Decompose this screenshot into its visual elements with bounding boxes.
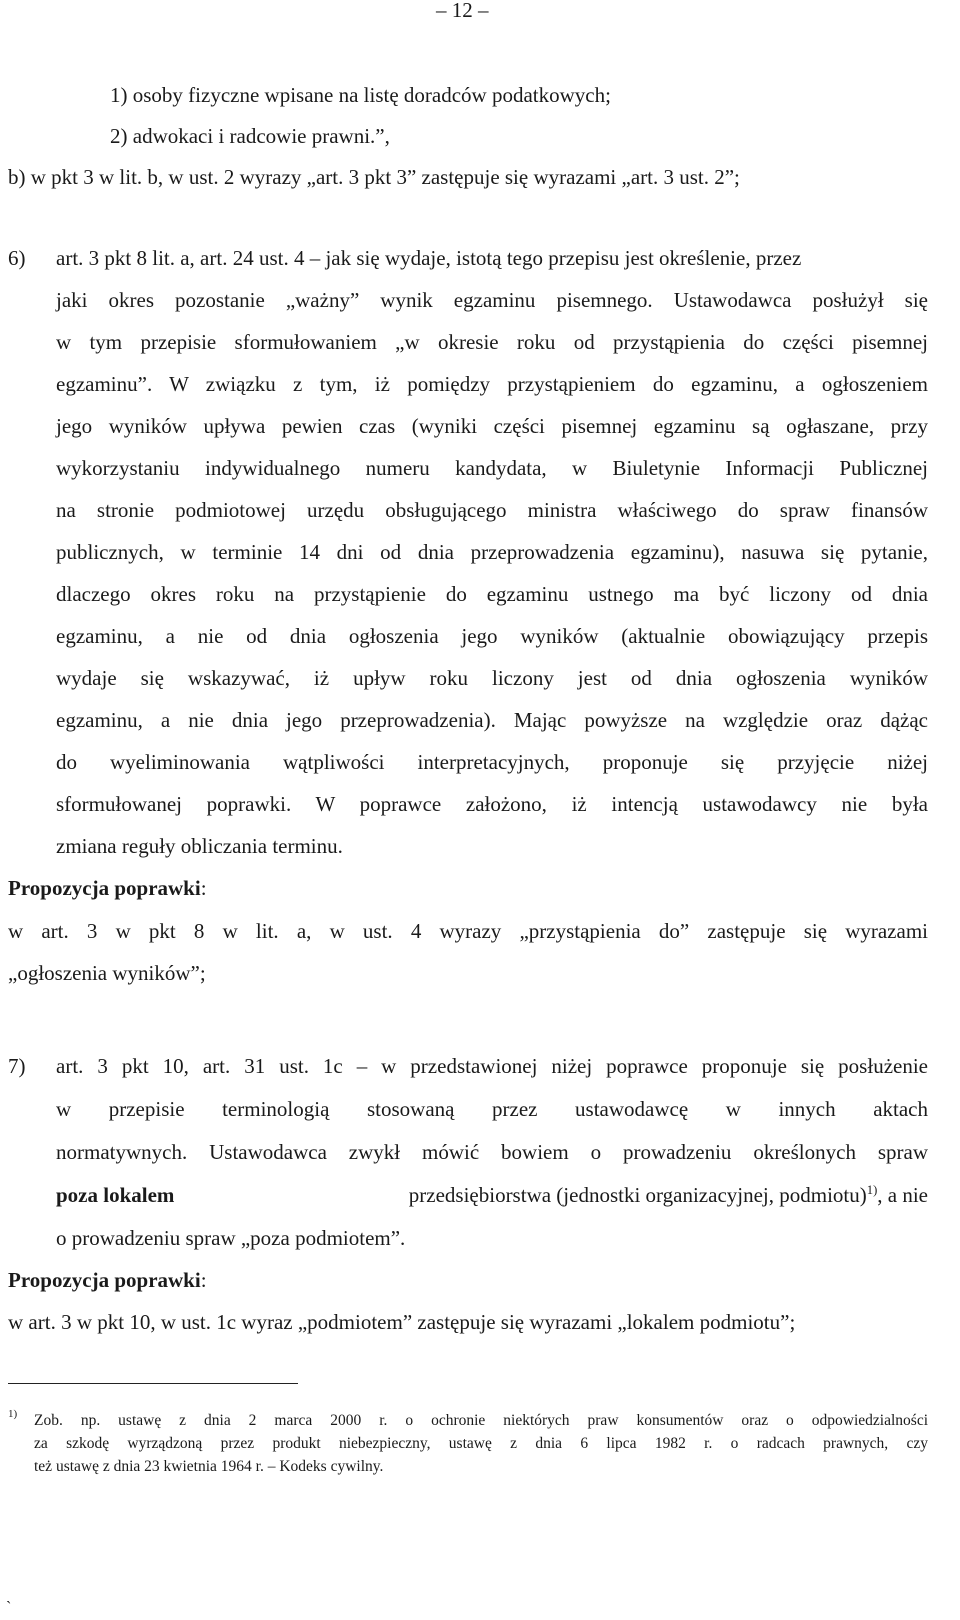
footnote-reference: 1) [866, 1183, 878, 1197]
footnote-line: za szkodę wyrządzoną przez produkt niebezpieczny, ustawę z dnia 6 lipca 1982 r. o radcach prawnych, czy [34, 1435, 928, 1452]
footnote-marker: 1) [8, 1408, 18, 1420]
paragraph-line: wydaje się wskazywać, iż upływ roku liczony jest od dnia ogłoszenia wyników [56, 666, 928, 690]
paragraph-line: sformułowanej poprawki. W poprawce założono, iż intencją ustawodawcy nie była [56, 792, 928, 816]
line-text-end: , a nie [877, 1183, 928, 1207]
proposal-label: Propozycja poprawki [8, 1268, 201, 1292]
footnote-separator [8, 1383, 298, 1384]
section-number: 7) [8, 1054, 26, 1078]
paragraph-line: w tym przepisie sformułowaniem „w okresie roku od przystąpienia do części pisemnej [56, 330, 928, 354]
proposal-line: w art. 3 w pkt 8 w lit. a, w ust. 4 wyrazy „przystąpienia do” zastępuje się wyrazami [8, 919, 928, 943]
paragraph-line: normatywnych. Ustawodawca zwykł mówić bowiem o prowadzeniu określonych spraw [56, 1140, 928, 1164]
line-text: art. 3 pkt 8 lit. a, art. 24 ust. 4 – jak się wydaje, istotą tego przepisu jest określenie, przez [56, 246, 802, 270]
paragraph-line: na stronie podmiotowej urzędu obsługującego ministra właściwego do spraw finansów [56, 498, 928, 522]
list-item: 1) osoby fizyczne wpisane na listę doradców podatkowych; [110, 83, 611, 107]
paragraph-line: art. 3 pkt 10, art. 31 ust. 1c – w przedstawionej niżej poprawce proponuje się posłużenie [56, 1054, 928, 1078]
paragraph-line: egzaminu, a nie dnia jego przeprowadzenia). Mając powyższe na względzie oraz dążąc [56, 708, 928, 732]
paragraph-line: o prowadzeniu spraw „poza podmiotem”. [56, 1226, 406, 1250]
list-item: 2) adwokaci i radcowie prawni.”, [110, 124, 390, 148]
paragraph-line: zmiana reguły obliczania terminu. [56, 834, 343, 858]
paragraph-line: do wyeliminowania wątpliwości interpretacyjnych, proponuje się przyjęcie niżej [56, 750, 928, 774]
line-text [409, 1185, 928, 1206]
bold-term: poza lokalem [56, 1183, 175, 1207]
footnote-line: też ustawę z dnia 23 kwietnia 1964 r. – Kodeks cywilny. [34, 1458, 384, 1475]
section-number: 6) [8, 246, 26, 270]
paragraph-line: jaki okres pozostanie „ważny” wynik egzaminu pisemnego. Ustawodawca posłużył się [56, 288, 928, 312]
line-text-part: przedsiębiorstwa (jednostki organizacyjnej, podmiotu) [408, 1183, 867, 1207]
paragraph-line: egzaminu, a nie od dnia ogłoszenia jego wyników (aktualnie obowiązujący przepis [56, 624, 928, 648]
paragraph-line: egzaminu”. W związku z tym, iż pomiędzy przystąpieniem do egzaminu, a ogłoszeniem [56, 372, 928, 396]
proposal-label: Propozycja poprawki [8, 876, 201, 900]
proposal-line: „ogłoszenia wyników”; [8, 961, 206, 985]
list-item: b) w pkt 3 w lit. b, w ust. 2 wyrazy „art. 3 pkt 3” zastępuje się wyrazami „art. 3 ust. 2”; [8, 165, 740, 189]
paragraph-line [56, 1185, 928, 1206]
page-mark: ` [6, 1599, 12, 1616]
page-number: – 12 – [436, 0, 489, 22]
paragraph-line [56, 248, 928, 269]
paragraph-line: jego wyników upływa pewien czas (wyniki części pisemnej egzaminu są ogłaszane, przy [56, 414, 928, 438]
paragraph-line: publicznych, w terminie 14 dni od dnia przeprowadzenia egzaminu), nasuwa się pytanie, [56, 540, 928, 564]
paragraph-line: wykorzystaniu indywidualnego numeru kandydata, w Biuletynie Informacji Publicznej [56, 456, 928, 480]
footnote-line: Zob. np. ustawę z dnia 2 marca 2000 r. o ochronie niektórych praw konsumentów oraz o odpowiedzialności [34, 1412, 928, 1429]
proposal-heading [8, 1270, 207, 1291]
proposal-line: w art. 3 w pkt 10, w ust. 1c wyraz „podmiotem” zastępuje się wyrazami „lokalem podmiotu”; [8, 1310, 796, 1334]
proposal-heading [8, 878, 207, 899]
proposal-colon: : [200, 1268, 207, 1292]
paragraph-line: dlaczego okres roku na przystąpienie do egzaminu ustnego ma być liczony od dnia [56, 582, 928, 606]
paragraph-line: w przepisie terminologią stosowaną przez ustawodawcę w innych aktach [56, 1097, 928, 1121]
proposal-colon: : [200, 876, 207, 900]
